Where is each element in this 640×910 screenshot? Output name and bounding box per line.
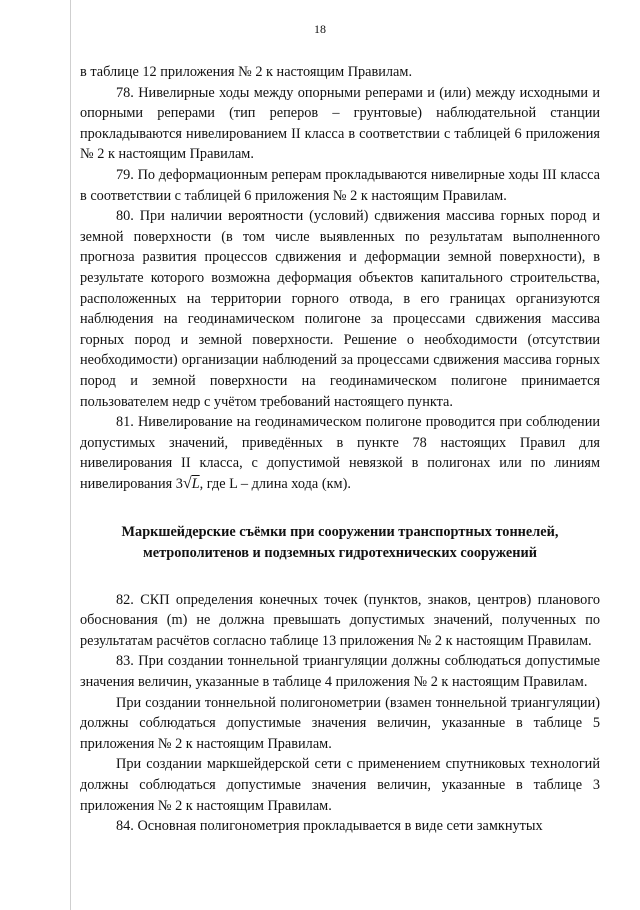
formula-explanation: , где L – длина хода (км). <box>199 475 351 492</box>
paragraph-79: 79. По деформационным реперам прокладываются нивелирные ходы III класса в соответствии с таблицей 6 приложения № 2 к настоящим Правилам. <box>80 166 600 204</box>
paragraph-80: 80. При наличии вероятности (условий) сдвижения массива горных пород и земной поверхности (в том числе выявленных по результатам выполненного прогноза развития процессов сдвижения и деформации земной поверхности), в результате которого возможна деформация объектов капитального строительства, расположенных на территории горного отвода, в его границах организуются наблюдения на геодинамическом полигоне за процессами сдвижения массива горных пород и земной поверхности. Решение о необходимости (отсутствии необходимости) организации наблюдений за процессами сдвижения массива горных пород и земной поверхности на геодинамическом полигоне принимается пользователем недр с учётом требований настоящего пункта. <box>80 208 600 410</box>
paragraph-81-text: 81. Нивелирование на геодинамическом полигоне проводится при соблюдении допустимых значений, приведённых в пункте 78 настоящих Правил для нивелирования II класса, с допустимой невязкой в полигонах или по линиям нивелирования <box>80 414 600 492</box>
page-number: 18 <box>314 22 326 36</box>
paragraph-83: 83. При создании тоннельной триангуляции должны соблюдаться допустимые значения величин, указанные в таблице 4 приложения № 2 к настоящим Правилам. <box>80 653 600 691</box>
paragraph-83-satellite: При создании маркшейдерской сети с применением спутниковых технологий должны соблюдаться допустимые значения величин, указанные в таблице 3 приложения № 2 к настоящим Правилам. <box>80 756 600 814</box>
paragraph-83-polygonometry: При создании тоннельной полигонометрии (взамен тоннельной триангуляции) должны соблюдаться допустимые значения величин, указанные в таблице 5 приложения № 2 к настоящим Правилам. <box>80 694 600 752</box>
square-root-sign: √ <box>182 474 192 492</box>
formula-coefficient: 3 <box>175 475 183 492</box>
formula-radicand: L <box>191 475 200 492</box>
document-body <box>80 62 600 837</box>
section-title: Маркшейдерские съёмки при сооружении транспортных тоннелей, метрополитенов и подземных гидротехнических сооружений <box>121 524 559 562</box>
paragraph-continuation: в таблице 12 приложения № 2 к настоящим Правилам. <box>80 64 413 80</box>
paragraph-78: 78. Нивелирные ходы между опорными реперами и (или) между исходными и опорными реперами (тип реперов – грунтовые) наблюдательной станции прокладываются нивелированием II класса в соответствии с таблицей 6 приложения № 2 к настоящим Правилам. <box>80 84 600 163</box>
paragraph-82: 82. СКП определения конечных точек (пунктов, знаков, центров) планового обоснования (m) не должна превышать допустимых значений, полученных по результатам расчётов согласно таблице 13 приложения № 2 к настоящим Правилам. <box>80 591 600 649</box>
paragraph-84: 84. Основная полигонометрия прокладывается в виде сети замкнутых <box>116 818 543 835</box>
misclosure-formula <box>176 476 200 492</box>
paragraph-81 <box>80 412 600 494</box>
